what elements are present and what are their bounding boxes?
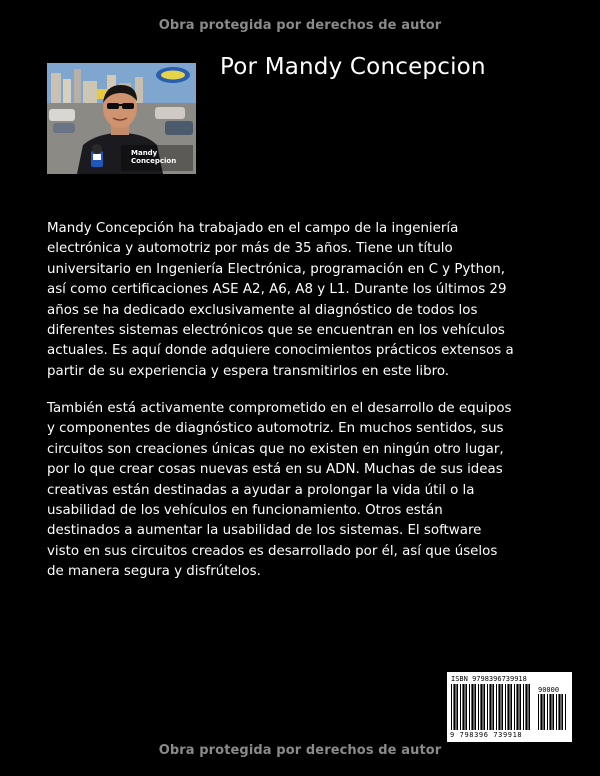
isbn-label: ISBN 9798396739918 — [451, 675, 527, 683]
author-heading: Por Mandy Concepcion — [220, 54, 486, 80]
price-code: 90000 — [538, 686, 560, 694]
bio-paragraph-1: Mandy Concepción ha trabajado en el campo de la ingeniería electrónica y automotriz por más de 35 años. Tiene un título universitario en Ingeniería Electrónica, programación en C y Python, así como certificaciones ASE A2, A6, A8 y L1. Durante los últimos 29 años se ha dedicado exclusivamente al diagnóstico de todos los diferentes sistemas electrónicos que se encuentran en los vehículos actuales. Es aquí donde adquiere conocimientos prácticos extensos a partir de su experiencia y espera transmitirlos en este libro. — [47, 221, 514, 379]
bio-paragraph-2: También está activamente comprometido en el desarrollo de equipos y componentes de diagnóstico automotriz. En muchos sentidos, sus circuitos son creaciones únicas que no existen en ningún otro lugar, por lo que crear cosas nuevas está en su ADN. Muchas de sus ideas creativas están destinadas a ayudar a prolongar la vida útil o la usabilidad de los vehículos en funcionamiento. Otros están destinados a aumentar la usabilidad de los sistemas. El software visto en sus circuitos creados es desarrollado por él, así que úselos de manera segura y disfrútelos. — [47, 401, 512, 580]
copyright-watermark-top: Obra protegida por derechos de autor — [158, 18, 442, 33]
price-barcode-bars — [538, 694, 568, 732]
author-photo — [47, 63, 196, 174]
isbn-barcode — [447, 672, 572, 742]
isbn-digits: 9 798396 739918 — [450, 731, 523, 739]
copyright-watermark-bottom: Obra protegida por derechos de autor — [158, 743, 442, 758]
barcode-bars — [451, 684, 533, 732]
photo-caption: Mandy Concepcion — [131, 149, 177, 165]
